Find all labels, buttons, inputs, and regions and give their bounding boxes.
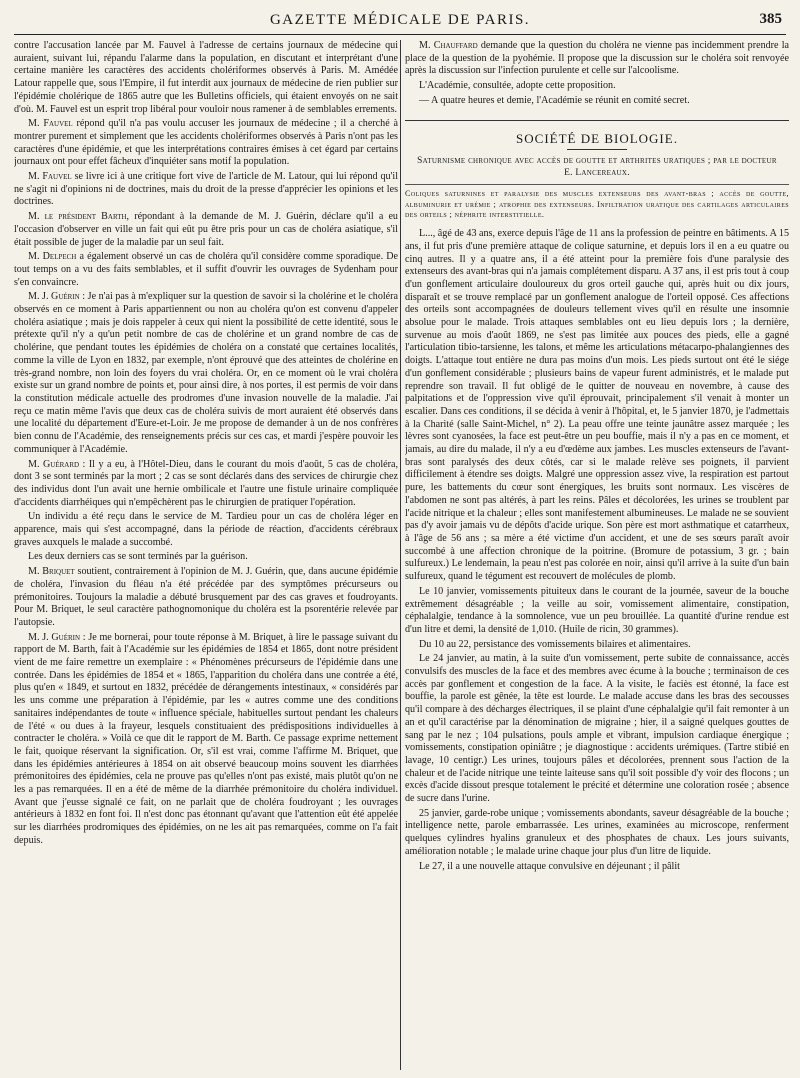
paragraph: M. Chauffard demande que la question du choléra ne vienne pas incidemment prendre la place de la question de la pyohémie. Il propose que la discussion sur le choléra soit renvoyée après la discussion sur l'infection purulente et celle sur l'alcoolisme.: [405, 40, 789, 77]
paragraph: Les deux derniers cas se sont terminés par la guérison.: [28, 551, 248, 563]
article-summary: Coliques saturnines et paralysie des muscles extenseurs des avant-bras ; accès de goutte, albuminurie et urémie ; atrophie des extenseurs. Infiltration uratique des cartilages articulaires des orteils ; néphrite interstitielle.: [405, 184, 789, 220]
right-column: [405, 40, 789, 1070]
section-heading: SOCIÉTÉ DE BIOLOGIE.: [405, 120, 789, 146]
paragraph: M. J. Guérin : Je n'ai pas à m'expliquer sur la question de savoir si la cholérine et le choléra observés en ce moment à Paris appartiennent ou non au choléra qu'on est convenu d'appeler choléra asiatique ; mais je dois rappeler à ceux qui nient la possibilité de cette identité, sous le prétexte qu'il n'y a qu'un petit nombre de cas de cholérine et un grand nombre de cas de cholérine, que pendant toutes les épidémies de choléra on a constaté que certaines localités, comme la ville de Lyon en 1832, par exemple, n'ont éprouvé que des atteintes de cholérine en très-grand nombre, non loin des foyers du vrai choléra. Or, en ce moment où le vrai choléra existe sur un grand nombre de points et, pour ainsi dire, à nos portes, il est permis de voir dans la constitution médicale actuelle des prodromes d'une invasion nouvelle de la maladie. J'ai reçu ce matin même l'avis que deux cas de choléra suivis de mort auraient été observés dans une localité du département d'Eure-et-Loir. Je me propose de demander à un de nos confrères bien connu de l'Académie, des renseignements précis sur ces cas, et mardi j'espère pouvoir les communiquer à l'Académie.: [14, 291, 398, 455]
section-divider: [567, 149, 627, 150]
paragraph: Le 10 janvier, vomissements pituiteux dans le courant de la journée, saveur de la bouche extrêmement désagréable ; la veille au soir, vomissement alimentaire, constipation, céphalalgie, tendance à la somnolence, vue un peu brouillée. La quantité d'urine rendue est d'un litre et demi, la densité de 1,010. (Huile de ricin, 30 grammes).: [405, 585, 789, 635]
speaker-name: M. Fauvel: [28, 171, 72, 183]
paragraph: Un individu a été reçu dans le service de M. Tardieu pour un cas de choléra léger en apparence, mais qui s'est accompagné, dans la période de réaction, d'accidents cérébraux graves auxquels le malade a succombé.: [14, 511, 398, 548]
speaker-name: M. Delpech: [28, 251, 77, 263]
paragraph: Le 27, il a une nouvelle attaque convulsive en déjeunant ; il pâlit: [419, 860, 680, 872]
paragraph: M. Delpech a également observé un cas de choléra qu'il considère comme sporadique. De tout temps on a vu des faits semblables, et il suffit d'ouvrir les ouvrages de Sydenham pour s'en convaincre.: [14, 251, 398, 288]
paragraph: Le 24 janvier, au matin, à la suite d'un vomissement, perte subite de connaissance, accès convulsifs des muscles de la face et des membres avec écume à la bouche ; terminaison de ces accès par gonflement et congestion de la face. A la visite, le faciès est étonné, la face est bouffie, la parole est gênée, la tête est lourde. Le malade accuse dans les bras des secousses qu'il compare à des décharges électriques, il se plaint d'une céphalalgie qu'il fait remonter à un an et qu'il caractérise par la dénomination de migraine ; hier, il a saigné quelques gouttes de sang par le nez ; 104 pulsations, pouls ample et vibrant, impulsion cardiaque énergique ; vomissements, constipation opiniâtre ; je diagnostique : accidents urémiques. (Tartre stibié en lavage, 10 centigr.) Les urines, toujours pâles et décolorées, prennent sous l'action de la chaleur et de l'acide nitrique une teinte laiteuse sans qu'il soit possible d'y voir des flocons ; un excès d'acide dissout presque totalement le précité et détermine une coloration rosée ; absence de sucre dans l'urine.: [405, 653, 789, 805]
speaker-name: M. Fauvel: [28, 118, 73, 130]
paragraph: 25 janvier, garde-robe unique ; vomissements abondants, saveur désagréable de la bouche ; intelligence nette, parole embarrassée. Les urines, examinées au microscope, renferment quelques cylindres hyalins granuleux et des phosphates de chaux. Les jours suivants, amélioration notable ; le malade urine chaque jour plus d'un litre de liquide.: [405, 807, 789, 857]
article-title: Saturnisme chronique avec accès de goutte et arthrites uratiques ; par le docteur E. Lancereaux.: [417, 156, 777, 178]
paragraph: M. le président Barth, répondant à la demande de M. J. Guérin, déclare qu'il a eu l'occasion d'observer en ville un fait qui eût pu être pris pour un cas de choléra asiatique, s'il était possible de juger de la maladie par un seul fait.: [14, 211, 398, 248]
paragraph: M. Guérard : Il y a eu, à l'Hôtel-Dieu, dans le courant du mois d'août, 5 cas de choléra, dont 3 se sont terminés par la mort ; 2 cas se sont déclarés dans des services de chirurgie chez des individus dont l'un avait une hernie ombilicale et l'autre une fistule urinaire compliquée d'accidents diarrhéiques qui n'empêchèrent pas le chirurgien de pratiquer l'opération.: [14, 458, 398, 508]
page-header: [14, 8, 786, 35]
paragraph: M. J. Guérin : Je me bornerai, pour toute réponse à M. Briquet, à lire le passage suivant du rapport de M. Barth, fait à l'Académie sur les épidémies de 1854 et 1865, dont notre président vient de me faire remettre un exemplaire : « Phénomènes précurseurs de l'épidémie dans une contrée. Dans les épidémies de 1854 et « 1865, l'apparition du choléra dans une contrée a été, plus qu'en « 1849, et surtout en 1832, précédée de dérangements intestinaux, « considérés par les uns comme une préparation à l'épidémie, par les « autres comme une des conditions sanitaires indépendantes de toute « influence spéciale, habituelles surtout pendant les chaleurs de l'été « ou dues à la frayeur, lesquels constituaient des prédispositions individuelles à contracter le choléra. » Voilà ce que dit le rapport de M. Barth. Ce passage exprime nettement le fait, quoique réservant la signification. Or, s'il est vrai, comme l'affirme M. Briquet, que dans les épidémies antérieures à 1854 on ait observé beaucoup moins souvent les diarrhées prémonitoires des épidémies, cela ne prouve pas qu'elles n'ont pas existé, mais plutôt qu'on ne les a pas remarquées. Il en a été de même de la diarrhée prémonitoire du choléra individuel. Avant que j'eusse signalé ce fait, on ne parlait que de choléra foudroyant ; les ouvrages antérieurs à 1832 en font foi. Il n'est donc pas étonnant qu'avant que l'attention eût été appelée sur les diarrhées prodromiques des épidémies, on ne les ait pas remarquées, comme on l'a fait depuis.: [14, 631, 398, 846]
paragraph: — A quatre heures et demie, l'Académie se réunit en comité secret.: [419, 94, 690, 106]
paragraph: M. Fauvel se livre ici à une critique fort vive de l'article de M. Latour, qui lui répond qu'il ne s'agit ni d'opinions ni de doctrines, mais du droit de la presse d'apprécier les opinions et les doctrines.: [14, 171, 398, 208]
column-divider: [400, 40, 401, 1070]
speaker-name: M. J. Guérin :: [28, 291, 86, 303]
speaker-name: M. J. Guérin :: [28, 631, 86, 643]
speaker-name: M. Chauffard: [419, 40, 478, 51]
paragraph: Du 10 au 22, persistance des vomissements bilaires et alimentaires.: [419, 638, 691, 650]
page-number: 385: [759, 11, 782, 27]
paragraph: M. Briquet soutient, contrairement à l'opinion de M. J. Guérin, que, dans aucune épidémie de choléra, l'invasion du fléau n'a été précédée par des symptômes précurseurs ou prémonitoires. Toujours la maladie a débuté brusquement par des cas graves et foudroyants. Pour M. Briquet, le seul caractère pathognomonique du choléra est la psorentérie relevée par l'autopsie.: [14, 566, 398, 628]
paragraph: M. Fauvel répond qu'il n'a pas voulu accuser les journaux de médecine ; il a cherché à montrer purement et simplement que les accidents cholériformes observés à Paris n'ont pas les caractères d'une épidémie, et que les interprétations contraires émises à cet égard par certains journaux ont pour effet fâcheux d'inquiéter sans motif la population.: [14, 118, 398, 168]
speaker-name: M. Guérard :: [28, 458, 86, 470]
journal-title: GAZETTE MÉDICALE DE PARIS.: [269, 12, 531, 28]
paragraph: L..., âgé de 43 ans, exerce depuis l'âge de 11 ans la profession de peintre en bâtiments. A 15 ans, il fut pris d'une première attaque de colique saturnine, et depuis lors il en a eu quatre ou cinq autres. Il y a quatre ans, il a été atteint pour la première fois d'une paralysie des extenseurs des avant-bras qui n'a jamais complétement disparu. A 37 ans, il est pris tout à coup d'un gonflement articulaire douloureux du gros orteil gauche qui, après huit ou dix jours, disparaît et se trouve remplacé par un gonflement analogue de l'orteil opposé. Ces affections des orteils sont accompagnées de douleurs tellement vives qu'il en résulte une insomnie absolue pour le malade. Trois attaques semblables ont eu lieu depuis lors ; la dernière, survenue au mois d'août 1869, ne s'est pas limitée aux pouces des pieds, elle a gagné l'articulation tibio-tarsienne, les talons, et même les articulations métacarpo-phalangiennes des doigts. L'attaque tout entière ne dura pas moins d'un mois. Les pieds surtout ont été le siége d'un gonflement considérable ; plusieurs bains de vapeur furent administrés, et le malade put reprendre son travail. Il fut obligé de le quitter de nouveau en novembre, à cause des palpitations et de l'oppression vive qu'il éprouvait, principalement s'il venait à monter un escalier. Dans ces conditions, il se décida à venir à l'hôpital, et, le 5 janvier 1870, je l'admettais à la Charité (salle Saint-Michel, n° 2). La peau offre une teinte jaunâtre assez marquée ; les lèvres sont cyanosées, la face est peut-être un peu bouffie, mais il n'y a pas en ce moment, et jamais, au dire du malade, il n'y a eu d'œdème aux jambes. Les muscles extenseurs de l'avant-bras sont paralysés des deux côtés, car si le malade relève ses poignets, il parvient difficilement à étendre ses doigts. Malgré une oppression assez vive, la respiration est partout pure, les battements du cœur sont énergiques, les bruits sont normaux. Les viscères de l'abdomen ne sont pas altérés, à part les reins. Pâles et décolorées, les urines se troublent par l'acide nitrique et la chaleur ; elles sont manifestement albumineuses. Le malade ne se souvient pas d'y avoir jamais vu de dépôts d'acide urique. Son père est mort asthmatique et catarrheux, à l'âge de 56 ans ; sa mère a été victime d'un accident, et une de ses sœurs paraît avoir succombé à une affection chronique de la poitrine. (Bromure de potassium, 3 gr. ; bain sulfureux.) Le lendemain, la peau n'est pas colorée en noir, ainsi qu'il arrive à la suite d'un bain sulfureux, quand le tégument est recouvert de molécules de plomb.: [405, 228, 789, 583]
speaker-name: M. le président Barth,: [28, 211, 130, 223]
left-column: [14, 40, 398, 1070]
paragraph: L'Académie, consultée, adopte cette proposition.: [419, 80, 616, 92]
speaker-name: M. Briquet: [28, 566, 75, 578]
paragraph: contre l'accusation lancée par M. Fauvel à l'adresse de certains journaux de médecine qui auraient, suivant lui, répandu l'alarme dans la population, en discutant et interprétant d'une certaine manière les caractères des accidents cholériformes observés à Paris. M. Amédée Latour rappelle que, sous l'Empire, il fut interdit aux journaux de médecine de rien publier sur l'épidémie cholérique de 1865 autre que les Bulletins officiels, qui étaient envoyés on ne sait d'où. M. Fauvel est un esprit trop libéral pour vouloir nous ramener à de semblables errements.: [14, 40, 398, 115]
